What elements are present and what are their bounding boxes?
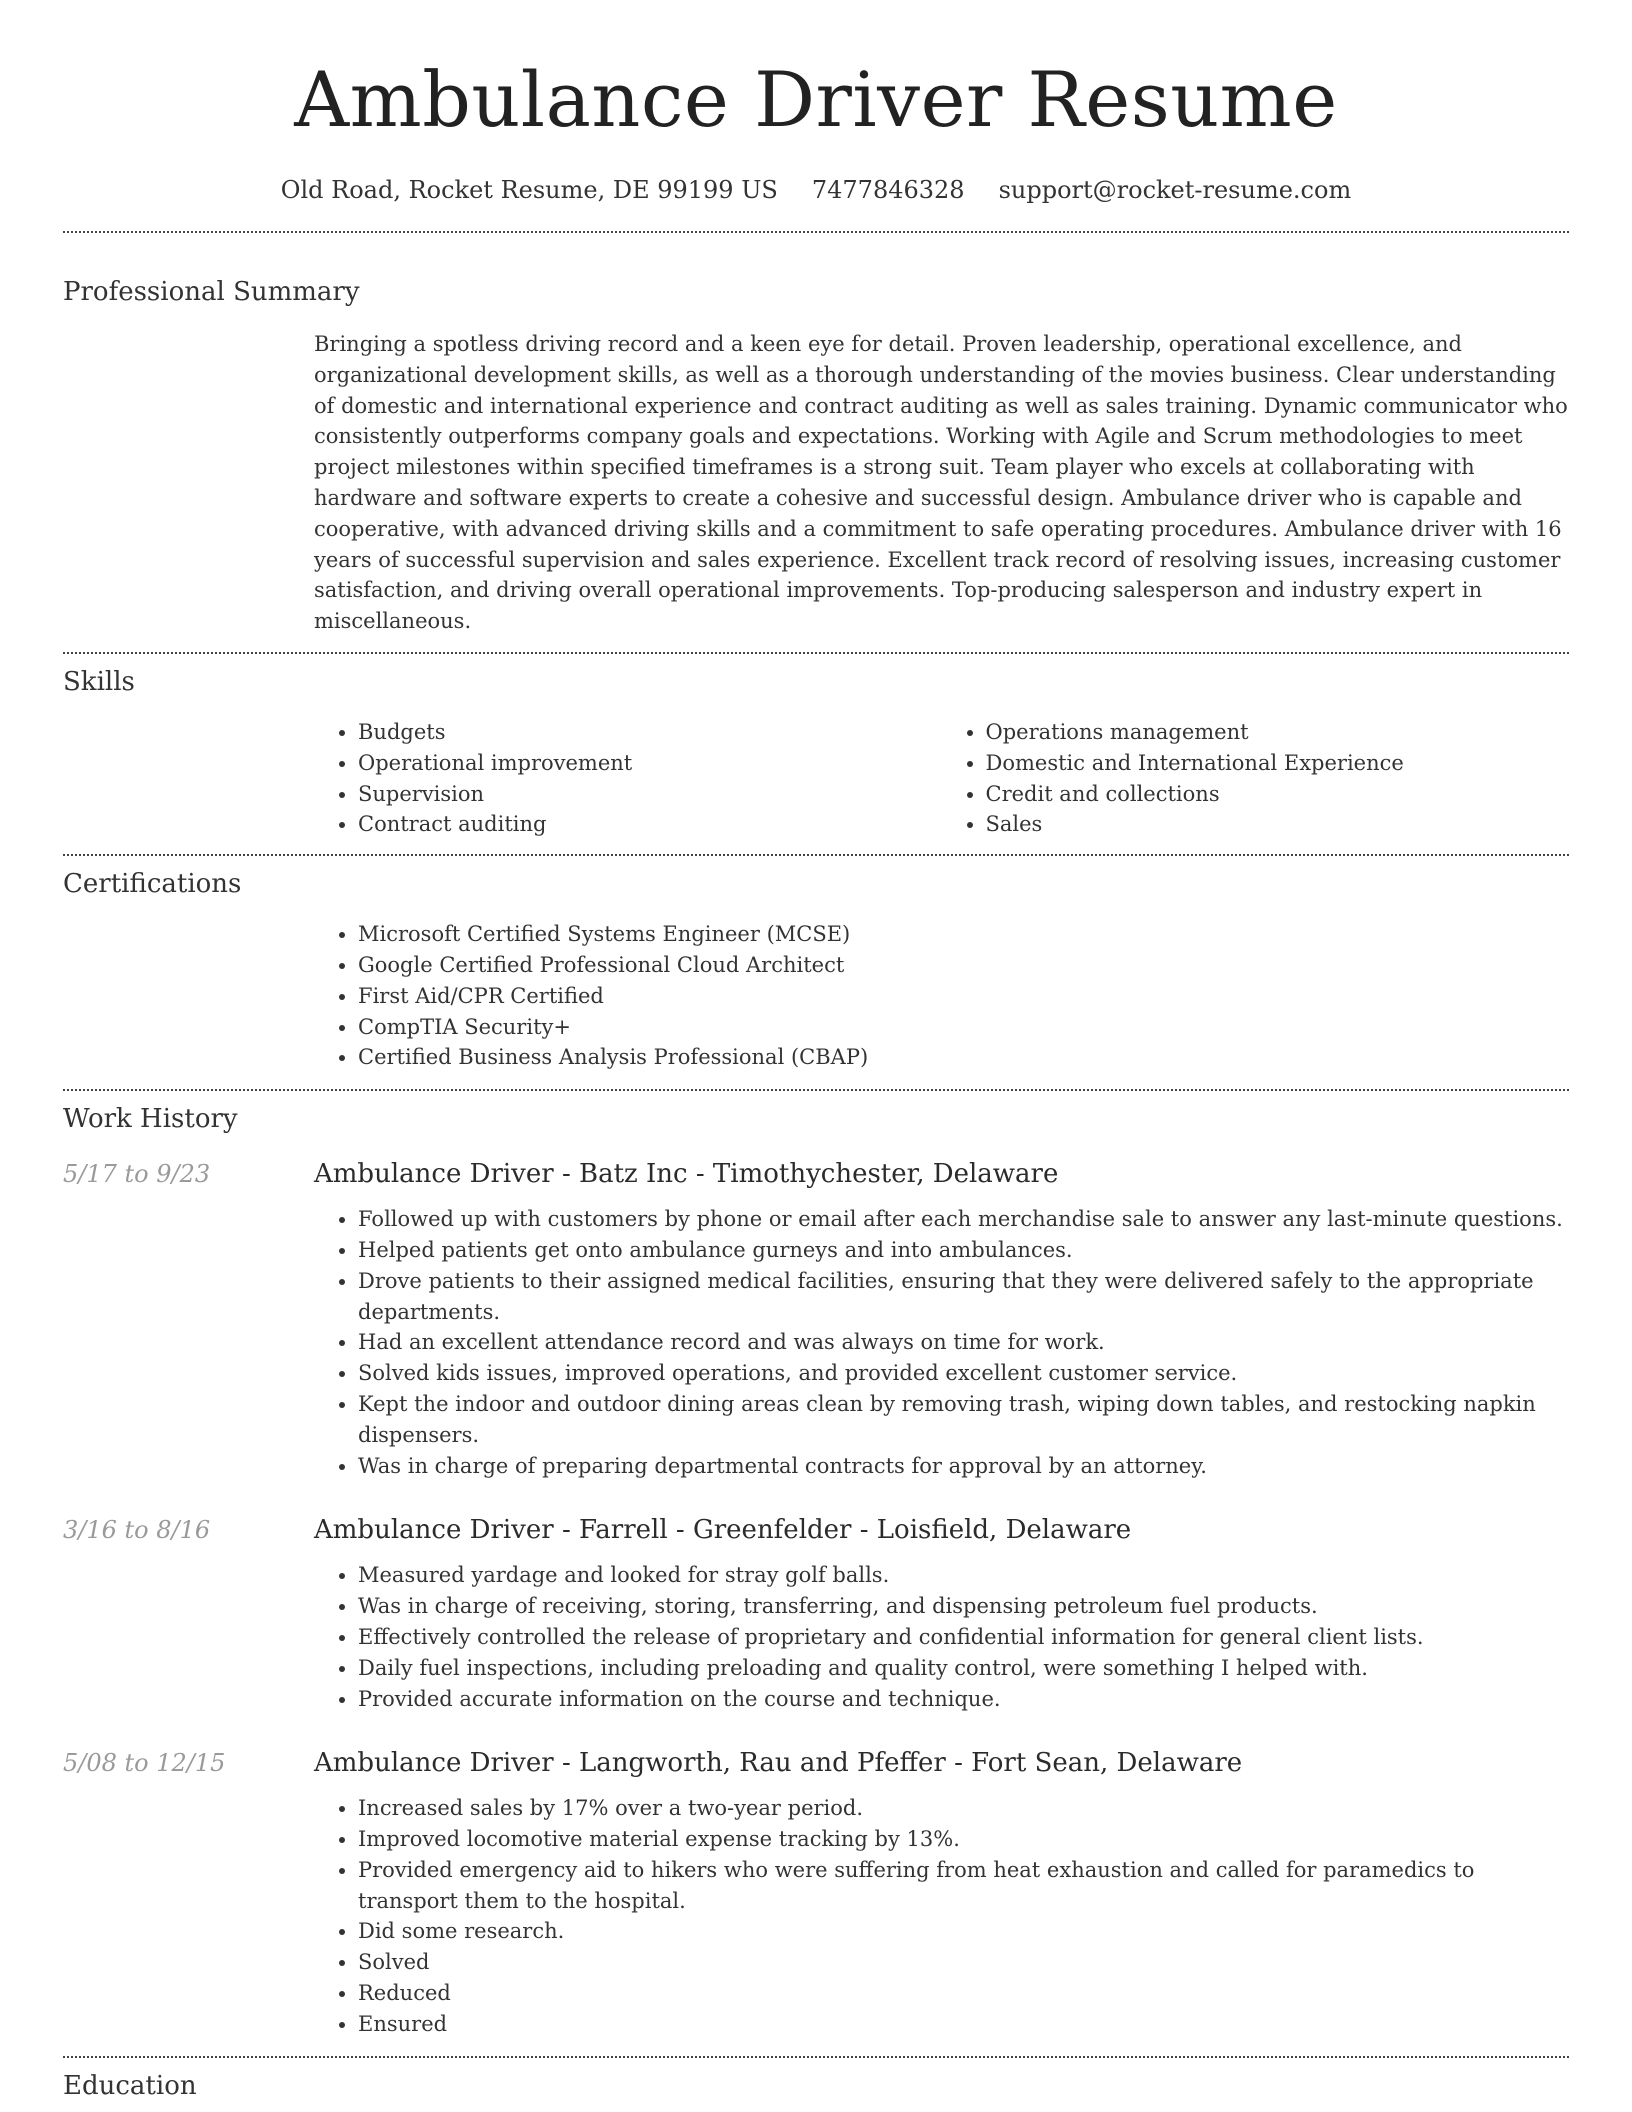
- section-title-education: Education: [63, 2070, 197, 2101]
- contact-line: [0, 174, 1632, 206]
- summary-body: [314, 329, 1569, 637]
- job-bullet: • Solved kids issues, improved operations, and provided excellent customer service.: [358, 1358, 1569, 1389]
- contact-address: Old Road, Rocket Resume, DE 99199 US: [280, 176, 778, 204]
- job-dates: 3/16 to 8/16: [63, 1516, 211, 1545]
- section-title-certifications: Certifications: [63, 869, 242, 900]
- section-title-skills: Skills: [63, 666, 135, 697]
- education-section: [63, 2069, 1569, 2103]
- divider: [63, 2056, 1569, 2058]
- certification-item: • First Aid/CPR Certified: [358, 981, 1569, 1012]
- skills-list: [314, 717, 1569, 840]
- job-bullet: • Drove patients to their assigned medical facilities, ensuring that they were delivered safely to the appropriate departments.: [358, 1266, 1569, 1328]
- section-title-work: Work History: [63, 1104, 238, 1135]
- summary-text: Bringing a spotless driving record and a keen eye for detail. Proven leadership, operational excellence, and organizational development skills, as well as a thorough understanding of the movies business. Clear understanding of domestic and international experience and contract auditing as well as sales training. Dynamic communicator who consistently outperforms company goals and expectations. Working with Agile and Scrum methodologies to meet project milestones within specified timeframes is a strong suit. Team player who excels at collaborating with hardware and software experts to create a cohesive and successful design. Ambulance driver who is capable and cooperative, with advanced driving skills and a commitment to safe operating procedures. Ambulance driver with 16 years of successful supervision and sales experience. Excellent track record of resolving issues, increasing customer satisfaction, and driving overall operational improvements. Top-producing salesperson and industry expert in miscellaneous.: [314, 332, 1568, 634]
- job-bullet: • Had an excellent attendance record and was always on time for work.: [358, 1327, 1569, 1358]
- contact-phone: 7477846328: [811, 176, 965, 204]
- job-bullet: • Followed up with customers by phone or email after each merchandise sale to answer any last-minute questions.: [358, 1204, 1569, 1235]
- job-header: [63, 1747, 1569, 1779]
- skill-item: • Supervision: [358, 779, 942, 810]
- section-title-summary: Professional Summary: [63, 277, 360, 307]
- job-bullet: • Was in charge of receiving, storing, transferring, and dispensing petroleum fuel products.: [358, 1591, 1569, 1622]
- certifications-section: [63, 867, 1569, 1073]
- skill-item: • Operations management: [986, 717, 1570, 748]
- resume-title: Ambulance Driver Resume: [294, 55, 1338, 144]
- job-bullet: • Provided accurate information on the course and technique.: [358, 1684, 1569, 1715]
- job-bullet: • Measured yardage and looked for stray golf balls.: [358, 1560, 1569, 1591]
- job-bullet: • Kept the indoor and outdoor dining areas clean by removing trash, wiping down tables, and restocking napkin dispensers.: [358, 1389, 1569, 1451]
- job-bullet: • Improved locomotive material expense tracking by 13%.: [358, 1824, 1569, 1855]
- job-bullet: • Daily fuel inspections, including preloading and quality control, were something I helped with.: [358, 1653, 1569, 1684]
- job-bullets: [314, 1793, 1569, 2039]
- certification-item: • CompTIA Security+: [358, 1012, 1569, 1043]
- skills-column-left: [314, 717, 942, 840]
- job-bullets: [314, 1204, 1569, 1481]
- divider: [63, 231, 1569, 233]
- job-heading: Ambulance Driver - Batz Inc - Timothychester, Delaware: [314, 1159, 1059, 1190]
- certifications-list: [314, 919, 1569, 1073]
- certification-item: • Certified Business Analysis Professional (CBAP): [358, 1042, 1569, 1073]
- job-dates: 5/08 to 12/15: [63, 1749, 226, 1778]
- certification-item: • Google Certified Professional Cloud Architect: [358, 950, 1569, 981]
- skills-column-right: [942, 717, 1570, 840]
- job-bullet: • Reduced: [358, 1978, 1569, 2009]
- divider: [63, 1089, 1569, 1091]
- certification-item: • Microsoft Certified Systems Engineer (MCSE): [358, 919, 1569, 950]
- job-bullet: • Did some research.: [358, 1916, 1569, 1947]
- skills-section: [63, 665, 1569, 840]
- job-bullet: • Solved: [358, 1947, 1569, 1978]
- job-body: [314, 1793, 1569, 2039]
- job-body: [314, 1560, 1569, 1714]
- certifications-body: [314, 919, 1569, 1073]
- skill-item: • Operational improvement: [358, 748, 942, 779]
- skill-item: • Domestic and International Experience: [986, 748, 1570, 779]
- skill-item: • Budgets: [358, 717, 942, 748]
- skill-item: • Sales: [986, 809, 1570, 840]
- summary-section: [63, 275, 1569, 637]
- job-header: [63, 1158, 1569, 1190]
- job-bullet: • Effectively controlled the release of proprietary and confidential information for general client lists.: [358, 1622, 1569, 1653]
- divider: [63, 854, 1569, 856]
- work-section: [63, 1102, 1569, 2040]
- job-heading: Ambulance Driver - Farrell - Greenfelder - Loisfield, Delaware: [314, 1515, 1132, 1546]
- job-entry: [63, 1514, 1569, 1714]
- job-entry: [63, 1747, 1569, 2039]
- job-bullet: • Provided emergency aid to hikers who were suffering from heat exhaustion and called for paramedics to transport them to the hospital.: [358, 1855, 1569, 1917]
- job-body: [314, 1204, 1569, 1481]
- job-bullets: [314, 1560, 1569, 1714]
- contact-email: support@rocket-resume.com: [998, 176, 1352, 204]
- divider: [63, 652, 1569, 654]
- skill-item: • Credit and collections: [986, 779, 1570, 810]
- job-entry: [63, 1158, 1569, 1481]
- skill-item: • Contract auditing: [358, 809, 942, 840]
- job-bullet: • Increased sales by 17% over a two-year period.: [358, 1793, 1569, 1824]
- job-dates: 5/17 to 9/23: [63, 1160, 211, 1189]
- job-bullet: • Helped patients get onto ambulance gurneys and into ambulances.: [358, 1235, 1569, 1266]
- job-bullet: • Was in charge of preparing departmental contracts for approval by an attorney.: [358, 1451, 1569, 1482]
- resume-header: [0, 0, 1632, 206]
- job-bullet: • Ensured: [358, 2009, 1569, 2040]
- job-heading: Ambulance Driver - Langworth, Rau and Pfeffer - Fort Sean, Delaware: [314, 1748, 1243, 1779]
- job-header: [63, 1514, 1569, 1546]
